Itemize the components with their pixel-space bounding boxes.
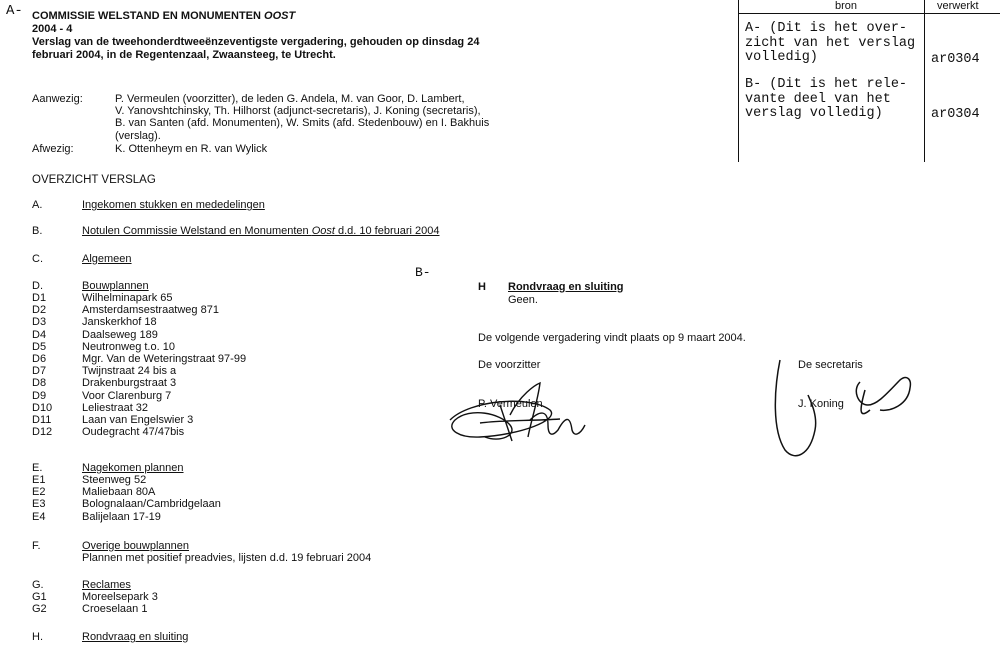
commission-title — [32, 10, 295, 22]
source-table — [738, 0, 1000, 162]
item-title: Algemeen — [82, 253, 132, 265]
item-title: Ingekomen stukken en mededelingen — [82, 199, 265, 211]
entry-code: D12 — [32, 426, 53, 439]
present-line: V. Yanovshtchinsky, Th. Hilhorst (adjunct-secretaris), J. Koning (secretaris), — [115, 105, 481, 118]
entry-code: E2 — [32, 486, 46, 499]
entry-code: D5 — [32, 340, 47, 353]
chair-label: De voorzitter — [478, 359, 541, 371]
entry-text: Leliestraat 32 — [82, 401, 149, 414]
entry-code: D2 — [32, 304, 47, 317]
col-bron-header: bron — [835, 0, 858, 12]
entry-code: D10 — [32, 401, 53, 414]
verwerkt-cell-b: ar0304 — [931, 107, 980, 122]
entry-text: Maliebaan 80A — [82, 486, 156, 499]
entry-text: Moreelsepark 3 — [82, 591, 158, 603]
entry-text: Steenweg 52 — [82, 474, 147, 486]
secretary-label: De secretaris — [798, 359, 863, 371]
report-line-1: Verslag van de tweehonderdtweeënzeventigste vergadering, gehouden op dinsdag 24 — [32, 36, 480, 48]
item-code: F. — [32, 540, 41, 552]
item-code: E. — [32, 462, 43, 474]
item-code: G. — [32, 579, 44, 591]
secretary-signature — [760, 350, 920, 470]
item-title-post: d.d. 10 februari 2004 — [334, 225, 440, 237]
item-title-pre: Notulen Commissie Welstand en Monumenten — [82, 225, 312, 237]
entry-code: D9 — [32, 389, 47, 402]
item-code: C. — [32, 253, 43, 265]
meeting-number: 2004 - 4 — [32, 23, 73, 35]
present-line: P. Vermeulen (voorzitter), de leden G. Andela, M. van Goor, D. Lambert, — [115, 93, 465, 105]
absent-text: K. Ottenheym en R. van Wylick — [115, 143, 268, 155]
entry-text: Drakenburgstraat 3 — [82, 377, 177, 390]
bron-cell-b: B- (Dit is het rele- vante deel van het verslag volledig) — [745, 77, 908, 121]
entry-code: D8 — [32, 377, 47, 390]
entry-text: Daalseweg 189 — [82, 328, 158, 341]
col-verwerkt-header: verwerkt — [937, 0, 979, 12]
entry-code: E1 — [32, 474, 46, 486]
entry-text: Neutronweg t.o. 10 — [82, 340, 175, 353]
entry-code: D1 — [32, 292, 47, 304]
section-b-body: Geen. — [508, 294, 538, 306]
item-code: B. — [32, 225, 43, 237]
item-title: Reclames — [82, 579, 131, 591]
entry-text: Laan van Engelswier 3 — [82, 414, 194, 426]
absent-label: Afwezig: — [32, 143, 74, 155]
column-divider — [924, 0, 925, 162]
section-b-title: Rondvraag en sluiting — [508, 281, 624, 293]
overview-title: OVERZICHT VERSLAG — [32, 174, 156, 186]
entry-text: Janskerkhof 18 — [82, 316, 157, 329]
present-label: Aanwezig: — [32, 93, 83, 105]
item-title: Nagekomen plannen — [82, 462, 184, 474]
entry-code: D4 — [32, 328, 47, 341]
entry-text: Bolognalaan/Cambridgelaan — [82, 498, 221, 511]
chair-name: P. Vermeulen — [478, 398, 543, 410]
present-line: (verslag). — [115, 129, 161, 142]
item-f-note: Plannen met positief preadvies, lijsten d.d. 19 februari 2004 — [82, 552, 372, 564]
verwerkt-cell-a: ar0304 — [931, 52, 980, 67]
entry-code: D7 — [32, 365, 47, 378]
item-title: Bouwplannen — [82, 280, 149, 292]
secretary-name: J. Koning — [798, 398, 844, 410]
item-title: Rondvraag en sluiting — [82, 631, 189, 643]
margin-mark-b: B- — [415, 265, 431, 280]
entry-text: Amsterdamsestraatweg 871 — [82, 304, 219, 317]
entry-text: Croeselaan 1 — [82, 603, 148, 616]
item-title: Overige bouwplannen — [82, 540, 190, 552]
item-code: H. — [32, 631, 43, 643]
entry-code: D6 — [32, 353, 47, 365]
entry-text: Mgr. Van de Weteringstraat 97-99 — [82, 353, 247, 365]
bron-cell-a: A- (Dit is het over- zicht van het verslag volledig) — [745, 21, 916, 65]
report-line-2: februari 2004, in de Regentenzaal, Zwaansteeg, te Utrecht. — [32, 49, 336, 61]
present-list — [115, 93, 489, 142]
item-title-italic: Oost — [311, 225, 335, 237]
entry-text: Wilhelminapark 65 — [82, 292, 173, 304]
entry-code: D11 — [32, 414, 52, 426]
item-title — [82, 225, 440, 237]
commission-title-oost: OOST — [264, 10, 296, 22]
margin-mark-a: A- — [6, 3, 23, 19]
chair-signature — [440, 375, 620, 450]
item-code: D. — [32, 280, 43, 292]
entry-text: Twijnstraat 24 bis a — [82, 365, 177, 378]
entry-text: Balijelaan 17-19 — [82, 510, 161, 523]
next-meeting: De volgende vergadering vindt plaats op 9 maart 2004. — [478, 332, 746, 344]
entry-code: E3 — [32, 498, 46, 511]
entry-code: G1 — [32, 591, 47, 603]
item-code: A. — [32, 199, 43, 211]
entry-code: G2 — [32, 603, 47, 616]
present-line: B. van Santen (afd. Monumenten), W. Smits (afd. Stedenbouw) en I. Bakhuis — [115, 117, 490, 130]
entry-text: Voor Clarenburg 7 — [82, 389, 172, 402]
entry-text: Oudegracht 47/47bis — [82, 426, 185, 439]
section-b-code: H — [478, 281, 486, 293]
commission-title-main: COMMISSIE WELSTAND EN MONUMENTEN — [32, 10, 265, 22]
entry-code: D3 — [32, 316, 47, 329]
entry-code: E4 — [32, 510, 46, 523]
